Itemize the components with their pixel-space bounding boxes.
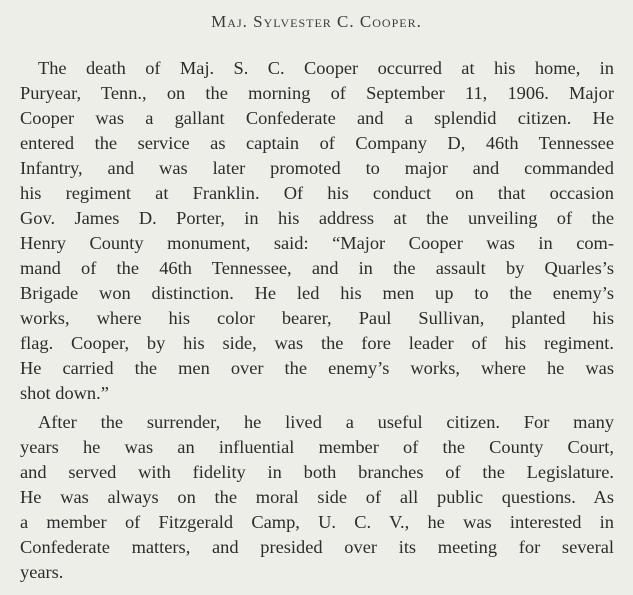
paragraph-1-line-3: Cooper was a gallant Confederate and a splendid citizen. He: [20, 108, 614, 128]
paragraph-2-line-4: He was always on the moral side of all public questions. As: [20, 487, 614, 507]
paragraph-1-line-13: He carried the men over the enemy’s works, where he was: [20, 358, 614, 378]
paragraph-2-line-7: years.: [20, 562, 64, 582]
paragraph-1-line-6: his regiment at Franklin. Of his conduct on that occasion: [20, 183, 614, 203]
paragraph-1-line-7: Gov. James D. Porter, in his address at the unveiling of the: [20, 208, 614, 228]
paragraph-2-line-3: and served with fidelity in both branches of the Legislature.: [20, 462, 614, 482]
paragraph-1-line-1: The death of Maj. S. C. Cooper occurred at his home, in: [38, 58, 614, 78]
paragraph-1-line-5: Infantry, and was later promoted to major and commanded: [20, 158, 614, 178]
paragraph-1-line-10: Brigade won distinction. He led his men up to the enemy’s: [20, 283, 614, 303]
article-title: Maj. Sylvester C. Cooper.: [211, 12, 422, 31]
paragraph-2-line-5: a member of Fitzgerald Camp, U. C. V., he was interested in: [20, 512, 614, 532]
paragraph-1-line-8: Henry County monument, said: “Major Cooper was in com-: [20, 233, 614, 253]
paragraph-1-line-9: mand of the 46th Tennessee, and in the assault by Quarles’s: [20, 258, 614, 278]
paragraph-1-line-14: shot down.”: [20, 383, 109, 403]
paragraph-1-line-4: entered the service as captain of Company D, 46th Tennessee: [20, 133, 614, 153]
paragraph-1-line-2: Puryear, Tenn., on the morning of September 11, 1906. Major: [20, 83, 614, 103]
paragraph-1-line-11: works, where his color bearer, Paul Sullivan, planted his: [20, 308, 614, 328]
paragraph-2-line-2: years he was an influential member of the County Court,: [20, 437, 614, 457]
paragraph-1-line-12: flag. Cooper, by his side, was the fore leader of his regiment.: [20, 333, 614, 353]
paragraph-2-line-1: After the surrender, he lived a useful citizen. For many: [38, 412, 614, 432]
paragraph-2-line-6: Confederate matters, and presided over its meeting for several: [20, 537, 614, 557]
